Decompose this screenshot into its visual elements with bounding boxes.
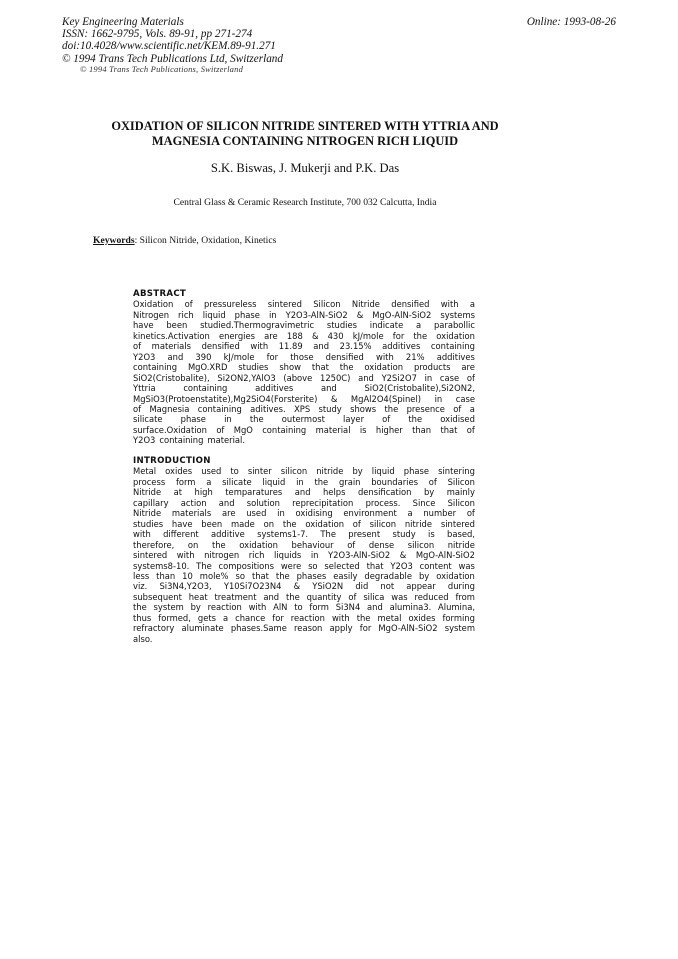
text-line: sintered with nitrogen rich liquids in Y2O3-AlN-SiO2 & MgO-AlN-SiO2 (133, 550, 475, 561)
text-line: surface.Oxidation of MgO containing material is higher than that of (133, 424, 475, 435)
text-line: with different additive systems1-7. The present study is based, (133, 529, 475, 540)
text-line: kinetics.Activation energies are 188 & 430 kJ/mole for the oxidation (133, 330, 475, 341)
text-line: systems8-10. The compositions were so selected that Y2O3 content was (133, 560, 475, 571)
doi-line[interactable]: doi:10.4028/www.scientific.net/KEM.89-91.271 (62, 40, 276, 53)
text-line: therefore, on the oxidation behaviour of dense silicon nitride (133, 539, 475, 550)
text-line: refractory aluminate phases.Same reason apply for MgO-AlN-SiO2 system (133, 623, 475, 634)
text-line: thus formed, gets a chance for reaction with the metal oxides forming (133, 612, 475, 623)
text-line: Nitride at high temparatures and helps densification by mainly (133, 487, 475, 498)
issn-line: ISSN: 1662-9795, Vols. 89-91, pp 271-274 (62, 28, 253, 41)
old-copyright-line: © 1994 Trans Tech Publications, Switzerland (80, 64, 244, 74)
text-line: the system by reaction with AlN to form Si3N4 and alumina3. Alumina, (133, 602, 475, 613)
online-date: Online: 1993-08-26 (526, 16, 616, 28)
introduction-heading: INTRODUCTION (133, 456, 211, 466)
keywords-label: Keywords (93, 235, 135, 246)
keywords-text: : Silicon Nitride, Oxidation, Kinetics (134, 235, 277, 246)
journal-meta (62, 16, 283, 65)
text-line: Y2O3 containing material. (133, 435, 246, 446)
abstract-section (133, 289, 475, 446)
text-line: of materials densified with 11.89 and 23.15% additives containing (133, 341, 475, 352)
text-line: studies have been made on the oxidation of silicon nitride sintered (133, 518, 475, 529)
text-line: less than 10 mole% so that the phases easily degradable by oxidation (133, 570, 475, 581)
text-line: Y2O3 and 390 kJ/mole for those densified with 21% additives (133, 351, 475, 362)
abstract-body (133, 299, 475, 445)
title-line-2: MAGNESIA CONTAINING NITROGEN RICH LIQUID (151, 134, 459, 148)
introduction-section (133, 456, 475, 644)
authors: S.K. Biswas, J. Mukerji and P.K. Das (210, 161, 400, 175)
text-line: MgSiO3(Protoenstatite),Mg2SiO4(Forsterite) & MgAl2O4(Spinel) in case (133, 393, 475, 404)
text-line: Oxidation of pressureless sintered Silicon Nitride densified with a (133, 299, 475, 310)
text-line: subsequent heat treatment and the quantity of silica was reduced from (133, 591, 475, 602)
text-line: capillary action and solution reprecipitation process. Since Silicon (133, 497, 475, 508)
affiliation: Central Glass & Ceramic Research Institute, 700 032 Calcutta, India (173, 197, 437, 208)
text-line: containing MgO.XRD studies show that the oxidation products are (133, 362, 475, 373)
paper-title (80, 119, 530, 149)
keywords (93, 235, 276, 246)
text-line: silicate phase in the outermost layer of the oxidised (133, 414, 475, 425)
text-line: process form a silicate liquid in the grain boundaries of Silicon (133, 476, 475, 487)
text-line: of Magnesia containing aditives. XPS study shows the presence of a (133, 403, 475, 414)
text-line: SiO2(Cristobalite), Si2ON2,YAlO3 (above 1250C) and Y2Si2O7 in case of (133, 372, 475, 383)
text-line: viz. Si3N4,Y2O3, Y10Si7O23N4 & YSiO2N did not appear during (133, 581, 475, 592)
introduction-body (133, 466, 475, 644)
text-line: Yttria containing additives and SiO2(Cristobalite),Si2ON2, (133, 383, 475, 394)
text-line: also. (133, 633, 153, 644)
title-line-1: OXIDATION OF SILICON NITRIDE SINTERED WITH YTTRIA AND (111, 119, 499, 133)
copyright-line: © 1994 Trans Tech Publications Ltd, Switzerland (62, 52, 283, 65)
text-line: Metal oxides used to sinter silicon nitride by liquid phase sintering (133, 466, 475, 477)
text-line: Nitrogen rich liquid phase in Y2O3-AlN-SiO2 & MgO-AlN-SiO2 systems (133, 309, 475, 320)
abstract-heading: ABSTRACT (133, 289, 187, 299)
journal-name: Key Engineering Materials (62, 16, 184, 28)
text-line: have been studied.Thermogravimetric studies indicate a parabollic (133, 320, 475, 331)
text-line: Nitride materials are used in oxidising environment a number of (133, 508, 475, 519)
